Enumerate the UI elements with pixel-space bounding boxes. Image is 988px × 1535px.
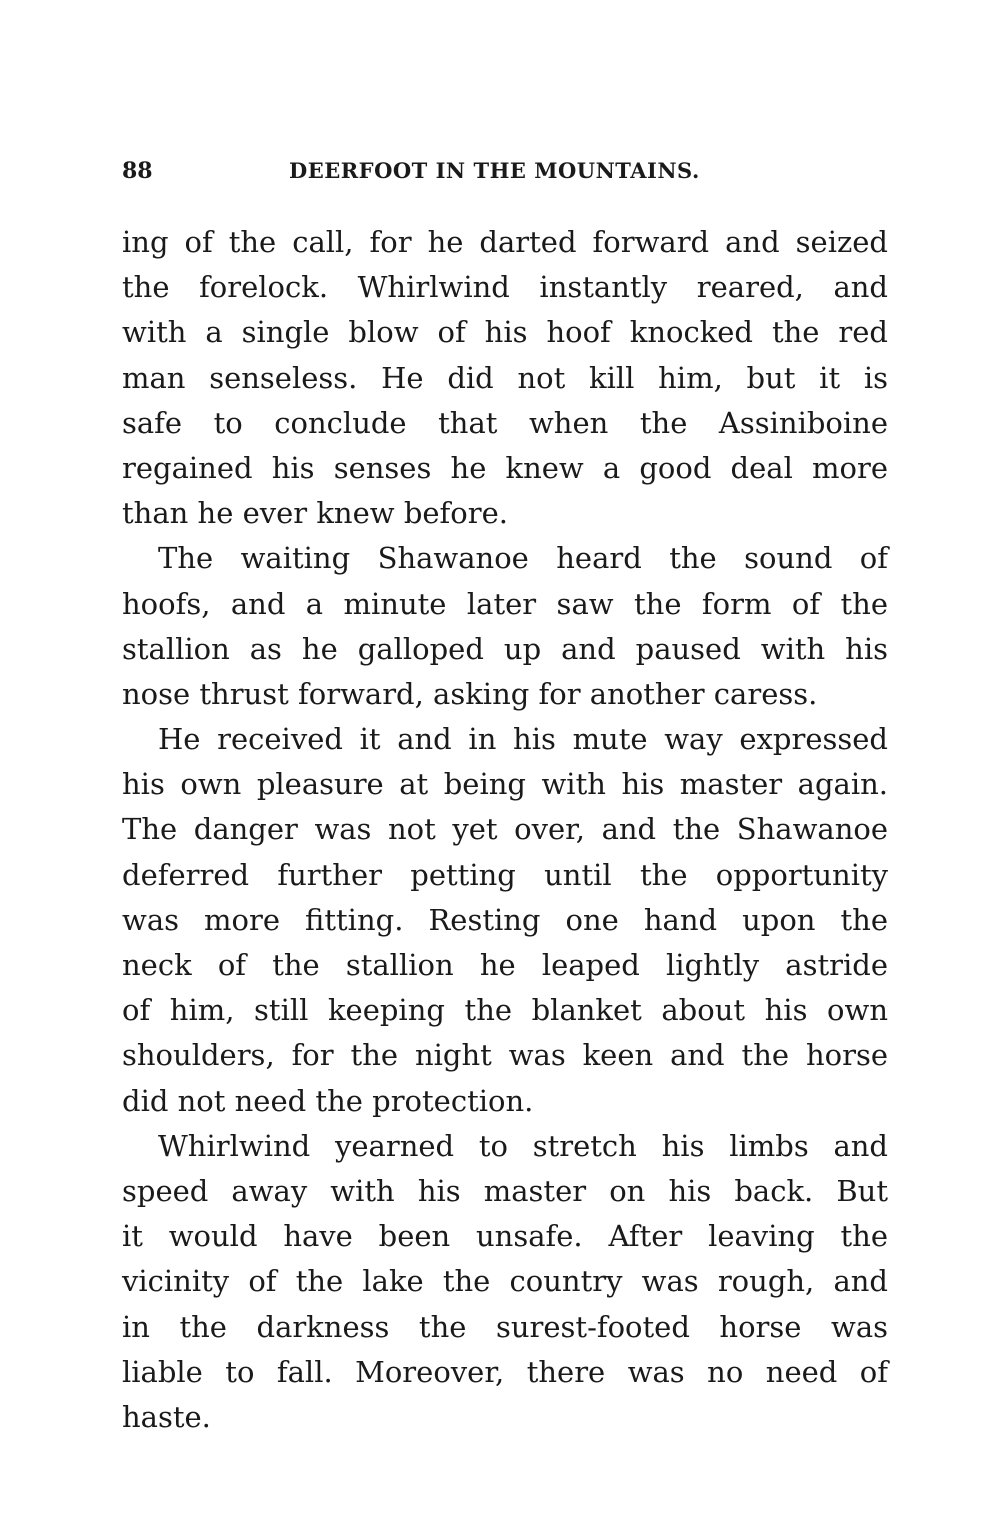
text-line: The waiting Shawanoe heard the sound of [158,541,888,576]
text-line: ing of the call, for he darted forward and seized [122,225,888,259]
text-line: did not need the protection. [122,1083,534,1118]
text-line: than he ever knew before. [122,496,508,531]
text-line: deferred further petting until the opportunity [122,857,888,892]
page-header [122,158,782,192]
text-line: liable to fall. Moreover, there was no need of [122,1354,888,1389]
text-line: haste. [122,1399,211,1434]
text-line: neck of the stallion he leaped lightly astride [122,948,888,982]
text-line: regained his senses he knew a good deal more [122,450,888,485]
text-line: it would have been unsafe. After leaving the [122,1219,888,1254]
body-text [122,220,888,1440]
text-line: vicinity of the lake the country was rough, and [122,1264,888,1299]
page-number: 88 [122,158,153,184]
text-line: He received it and in his mute way expressed [158,722,888,757]
running-head: DEERFOOT IN THE MOUNTAINS. [289,158,700,183]
text-line: his own pleasure at being with his master again. [122,767,888,802]
text-line: hoofs, and a minute later saw the form of the [122,586,888,621]
text-line: nose thrust forward, asking for another caress. [122,676,818,711]
text-line: shoulders, for the night was keen and the horse [122,1038,888,1073]
text-line: with a single blow of his hoof knocked the red [122,315,888,350]
text-line: man senseless. He did not kill him, but it is [122,360,888,395]
text-line: the forelock. Whirlwind instantly reared, and [122,270,888,305]
text-line: was more fitting. Resting one hand upon the [122,902,888,937]
text-line: The danger was not yet over, and the Shawanoe [122,812,888,847]
text-line: stallion as he galloped up and paused with his [122,631,888,666]
text-line: of him, still keeping the blanket about his own [122,993,888,1028]
text-line: in the darkness the surest-footed horse was [122,1309,888,1344]
text-line: speed away with his master on his back. But [122,1173,888,1208]
text-line: safe to conclude that when the Assiniboine [122,405,888,440]
text-line: Whirlwind yearned to stretch his limbs and [158,1128,888,1163]
